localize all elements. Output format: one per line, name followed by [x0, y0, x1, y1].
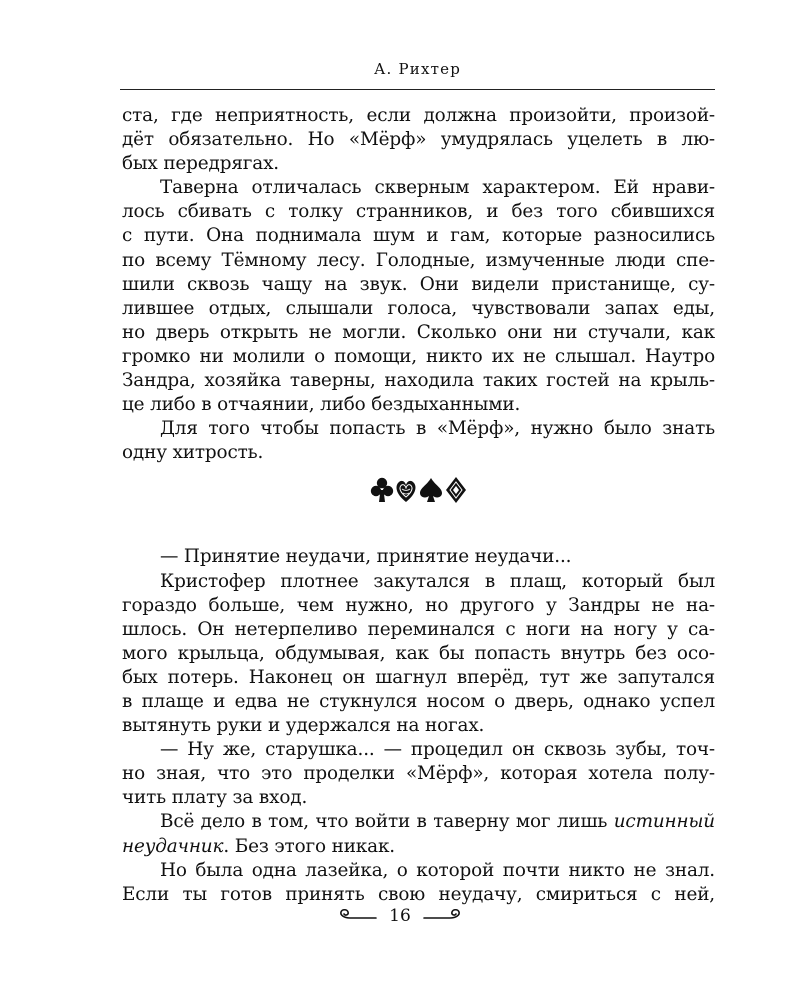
text-run: Всё дело в том, что войти в таверну мог лишь — [160, 811, 614, 833]
body-text — [122, 104, 715, 907]
running-header: А. Рихтер — [373, 60, 462, 78]
text-line: громко ни молили о помощи, никто их не слышал. Наутро — [122, 345, 715, 367]
text-line: но дверь открыть не могли. Сколько они ни стучали, как — [122, 321, 715, 343]
text-line: шили сквозь чащу на звук. Они видели пристанище, су- — [122, 273, 715, 295]
text-line: с пути. Она поднимала шум и гам, которые разносились — [122, 225, 715, 247]
text-line: Кристофер плотнее закутался в плащ, который был — [160, 570, 715, 592]
text-line: по всему Тёмному лесу. Голодные, измученные люди спе- — [122, 249, 715, 271]
text-line: це либо в отчаянии, либо бездыханными. — [122, 394, 521, 416]
spade-icon — [420, 478, 442, 502]
text-line: вытянуть руки и удержался на ногах. — [122, 715, 485, 737]
emphasis-text: истинный — [613, 811, 715, 833]
text-line: мого крыльца, обдумывая, как бы попасть внутрь без осо- — [122, 642, 715, 664]
text-line: лившее отдых, слышали голоса, чувствовали запах еды, — [122, 297, 715, 319]
text-line: ста, где неприятность, если должна произойти, произой- — [122, 105, 715, 126]
text-line: в плаще и едва не стукнулся носом о дверь, однако успел — [122, 690, 715, 712]
text-line: чить плату за вход. — [122, 787, 308, 809]
club-icon — [370, 478, 392, 502]
text-line: Таверна отличалась скверным характером. Ей нрави- — [160, 177, 715, 199]
section-ornament — [122, 465, 715, 545]
header-rule — [120, 89, 715, 90]
text-line: шлось. Он нетерпеливо переминался с ноги на ногу у са- — [122, 618, 715, 640]
emphasis-text: неудачник — [122, 835, 224, 857]
text-line: Но была одна лазейка, о которой почти никто не знал. — [160, 859, 715, 881]
text-run: . Без этого никак. — [223, 835, 396, 857]
text-line — [122, 835, 715, 859]
page-footer — [0, 905, 800, 926]
text-line: лось сбивать с толку странников, и без того сбившихся — [122, 201, 715, 223]
text-line: бых потерь. Наконец он шагнул вперёд, тут же запутался — [122, 666, 715, 688]
text-line: гораздо больше, чем нужно, но другого у Зандры не на- — [122, 594, 715, 616]
left-flourish-icon — [336, 907, 378, 925]
page-number: 16 — [389, 905, 411, 926]
text-line: дёт обязательно. Но «Мёрф» умудрялась уцелеть в лю- — [122, 129, 715, 151]
right-flourish-icon — [422, 907, 464, 925]
text-line — [122, 810, 715, 834]
text-line: — Принятие неудачи, принятие неудачи... — [160, 546, 572, 568]
text-line: бых передрягах. — [122, 153, 279, 175]
text-line: Если ты готов принять свою неудачу, смириться с ней, — [122, 883, 715, 905]
card-suits-ornament — [370, 475, 468, 505]
text-line: Зандра, хозяйка таверны, находила таких гостей на крыль- — [122, 370, 715, 392]
text-line: — Ну же, старушка... — процедил он сквозь зубы, точ- — [160, 739, 715, 761]
text-line: одну хитрость. — [122, 442, 264, 464]
text-line: Для того чтобы попасть в «Мёрф», нужно было знать — [160, 418, 715, 440]
diamond-icon — [446, 477, 466, 503]
heart-icon — [396, 481, 415, 502]
text-line: но зная, что это проделки «Мёрф», которая хотела полу- — [122, 763, 715, 785]
